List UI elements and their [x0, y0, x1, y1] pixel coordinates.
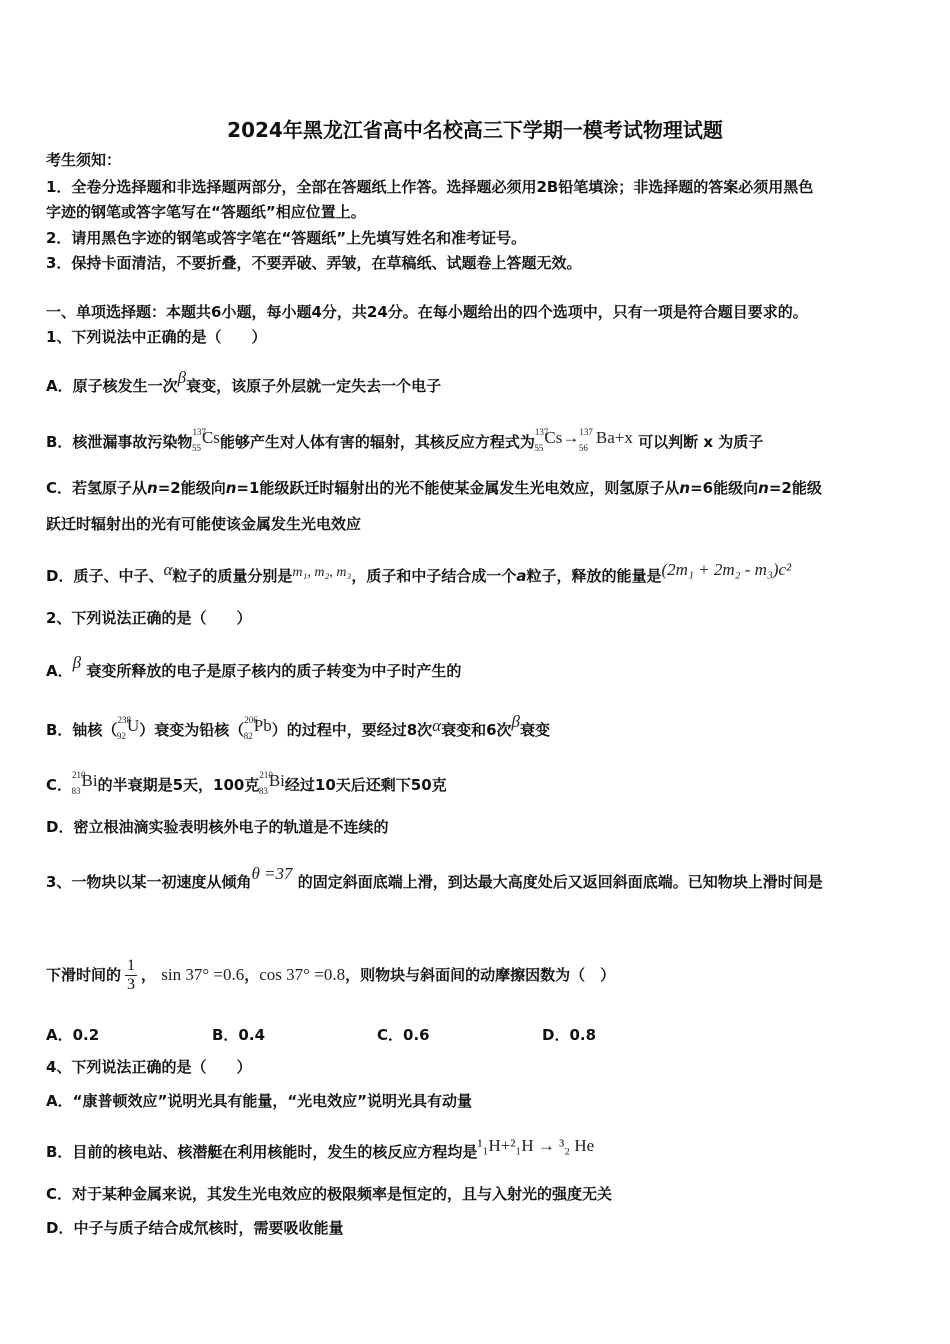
q1-a-pre: A．原子核发生一次 [46, 377, 178, 395]
beta-symbol: β [177, 368, 187, 387]
theta-angle: θ =37 [251, 864, 293, 883]
one-third-fraction: $\frac{1}{3}$ [127, 957, 136, 993]
q2-option-c: C．$^{210}_{83}$Bi的半衰期是5天，100克$^{210}_{83}$Bi经过10天后还剩下50克 [46, 770, 447, 796]
sin-value: sin 37° =0.6 [161, 965, 245, 984]
q1-option-a [46, 368, 441, 396]
q1-b-mid: 能够产生对人体有害的辐射，其核反应方程式为 [219, 433, 535, 451]
bi-nuclide-2: $^{210}_{83}$Bi [258, 770, 285, 796]
q3-option-a: A．0.2 [46, 1026, 100, 1044]
q1-b-post: 可以判断 x 为质子 [638, 433, 764, 451]
mass-symbols: m₁, m₂, m₃ [292, 565, 352, 580]
q1-a-post: 衰变，该原子外层就一定失去一个电子 [186, 377, 442, 395]
cs-nuclide-eq: $^{137}_{55}$Cs [534, 427, 563, 453]
notice-line-2: 2．请用黑色字迹的钢笔或答字笔在“答题纸”上先填写姓名和准考证号。 [46, 229, 527, 247]
q1-option-c-line1: C．若氢原子从n=2能级向n=1能级跃迁时辐射出的光不能使某金属发生光电效应，则氢原子从n=6能级向n=2能级 [46, 479, 822, 497]
alpha-symbol: α [163, 560, 173, 579]
notice-header: 考生须知： [46, 151, 122, 169]
notice-line-3: 3．保持卡面清洁，不要折叠，不要弄破、弄皱，在草稿纸、试题卷上答题无效。 [46, 254, 582, 272]
beta-symbol: β [511, 712, 520, 731]
energy-expression: (2m₁ + 2m₂ - m₃)c² [661, 560, 792, 579]
notice-line-1b: 字迹的钢笔或答字笔写在“答题纸”相应位置上。 [46, 203, 366, 221]
q3-option-c: C．0.6 [377, 1026, 430, 1044]
q3-option-b: B．0.4 [212, 1026, 266, 1044]
q2-option-b: B．铀核（$^{238}_{92}$U）衰变为铅核（$^{206}_{82}$Pb）的过程中，要经过8次α衰变和6次β衰变 [46, 712, 551, 741]
q1-option-d: D．质子、中子、α粒子的质量分别是m₁, m₂, m₃，质子和中子结合成一个a粒子，释放的能量是(2m₁ + 2m₂ - m₃)c² [46, 560, 792, 585]
q2-option-d: D．密立根油滴实验表明核外电子的轨道是不连续的 [46, 818, 389, 836]
beta-symbol: β [72, 653, 82, 672]
pb-nuclide: $^{206}_{82}$Pb [243, 715, 272, 741]
alpha-symbol: α [432, 716, 442, 735]
reaction-arrow: → [562, 428, 580, 447]
cos-value: cos 37° =0.8 [259, 965, 346, 984]
q3-option-d: D．0.8 [542, 1026, 597, 1044]
q1-b-pre: B．核泄漏事故污染物 [46, 433, 193, 451]
exam-title: 2024年黑龙江省高中名校高三下学期一模考试物理试题 [227, 118, 723, 142]
cs-nuclide: $^{137}_{55}$Cs [191, 427, 220, 453]
q2-stem: 2、下列说法正确的是（ ） [46, 609, 252, 627]
q4-stem: 4、下列说法正确的是（ ） [46, 1058, 252, 1076]
q2-option-a: A．β 衰变所释放的电子是原子核内的质子转变为中子时产生的 [46, 653, 462, 680]
q4-option-b: B．目前的核电站、核潜艇在利用核能时，发生的核反应方程均是¹₁H+²₁H → ³₂ He [46, 1136, 595, 1161]
q3-stem-line2: 下滑时间的 $\frac{1}{3}$ ， sin 37° =0.6，cos 37° =0.8，则物块与斜面间的动摩擦因数为（ ） [46, 957, 616, 993]
q4-option-a: A．“康普顿效应”说明光具有能量，“光电效应”说明光具有动量 [46, 1092, 473, 1110]
ba-nuclide: $^{137}_{56}$Ba+x [578, 427, 633, 453]
q4-option-c: C．对于某种金属来说，其发生光电效应的极限频率是恒定的，且与入射光的强度无关 [46, 1185, 613, 1203]
u-nuclide: $^{238}_{92}$U [116, 715, 140, 741]
notice-line-1a: 1．全卷分选择题和非选择题两部分，全部在答题纸上作答。选择题必须用2B铅笔填涂；非选择题的答案必须用黑色 [46, 178, 814, 196]
section-heading: 一、单项选择题：本题共6小题，每小题4分，共24分。在每小题给出的四个选项中，只有一项是符合题目要求的。 [46, 303, 808, 321]
q4-option-d: D．中子与质子结合成氘核时，需要吸收能量 [46, 1219, 344, 1237]
bi-nuclide: $^{210}_{83}$Bi [71, 770, 98, 796]
q1-stem: 1、下列说法中正确的是（ ） [46, 328, 267, 346]
fusion-equation: ¹₁H+²₁H → ³₂ He [477, 1136, 595, 1155]
q3-stem-line1: 3、一物块以某一初速度从倾角θ =37 的固定斜面底端上滑，到达最大高度处后又返回斜面底端。已知物块上滑时间是 [46, 864, 823, 891]
q1-option-b [46, 428, 763, 454]
q1-option-c-line2: 跃迁时辐射出的光有可能使该金属发生光电效应 [46, 515, 362, 533]
